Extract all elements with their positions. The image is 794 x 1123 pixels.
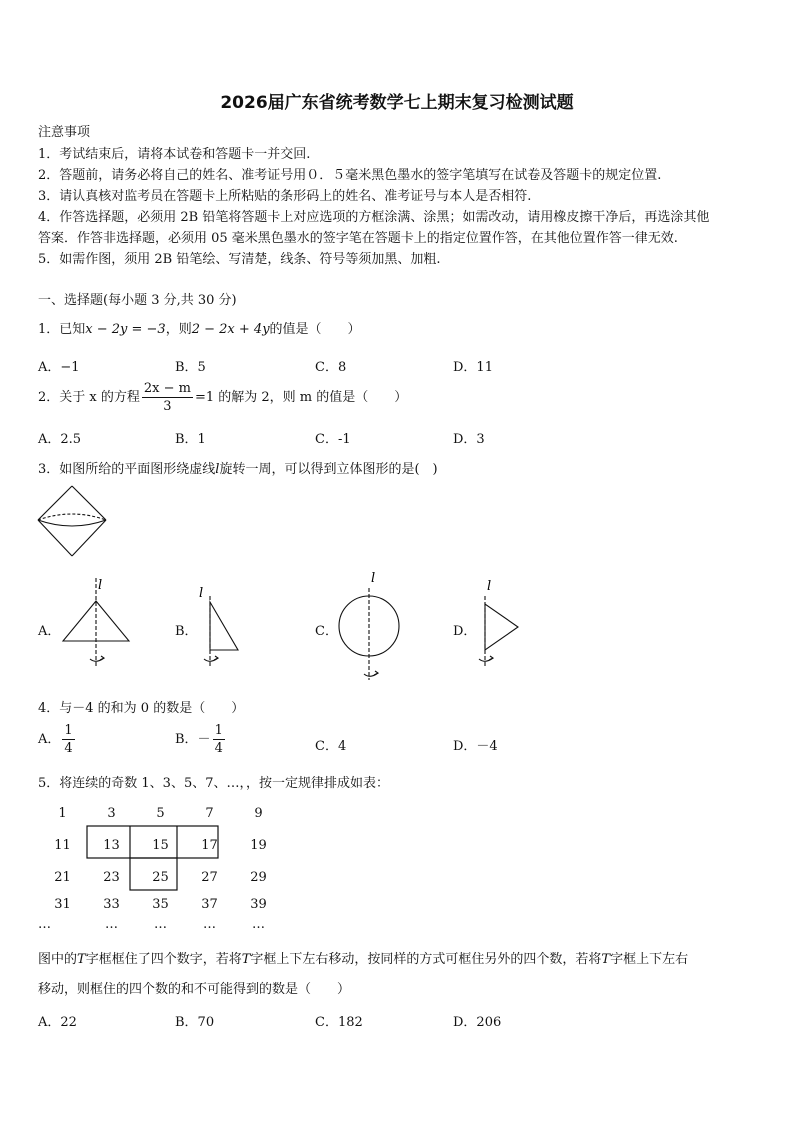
option-a-axis-label: l bbox=[98, 578, 103, 593]
q3-suffix: 旋转一周，可以得到立体图形的是( ) bbox=[219, 462, 438, 477]
q4-option-b[interactable] bbox=[175, 722, 227, 757]
table-cell: 3 bbox=[107, 805, 116, 821]
q5-desc-part-a: 图中的 bbox=[38, 952, 78, 967]
q1-option-c[interactable]: C．8 bbox=[315, 360, 347, 375]
q2-option-c[interactable]: C．-1 bbox=[315, 432, 351, 447]
q1-option-d[interactable]: D．11 bbox=[453, 360, 493, 375]
section-heading: 一、选择题(每小题 3 分,共 30 分) bbox=[38, 293, 237, 308]
notice-item-3: 3．请认真核对监考员在答题卡上所粘贴的条形码上的姓名、准考证号与本人是否相符. bbox=[38, 189, 532, 204]
q4-option-a-denominator: 4 bbox=[64, 741, 73, 756]
q4-option-b-fraction bbox=[213, 722, 225, 757]
table-cell: 11 bbox=[54, 837, 71, 853]
option-c-figure bbox=[339, 588, 399, 680]
q1-option-a[interactable]: A．−1 bbox=[38, 360, 80, 375]
table-cell: 31 bbox=[54, 896, 71, 912]
q5-desc-part-d: 字框上下左右 bbox=[610, 952, 689, 967]
notice-item-1: 1．考试结束后，请将本试卷和答题卡一并交回. bbox=[38, 147, 311, 162]
option-b-axis-label: l bbox=[199, 586, 204, 601]
table-cell: 1 bbox=[58, 805, 67, 821]
q4-option-c[interactable]: C．4 bbox=[315, 739, 347, 754]
table-cell: 19 bbox=[250, 837, 267, 853]
q2-prefix: 2．关于 x 的方程 bbox=[38, 390, 140, 405]
q1-prefix: 1．已知 bbox=[38, 322, 86, 337]
table-cell: … bbox=[203, 916, 216, 932]
notice-item-4-cont: 答案．作答非选择题，必须用 05 毫米黑色墨水的签字笔在答题卡上的指定位置作答，在其他位置作答一律无效. bbox=[38, 231, 678, 246]
q5-description-line-1 bbox=[38, 948, 688, 967]
q5-desc-t-2: T bbox=[241, 952, 251, 967]
q4-option-a-label: A． bbox=[38, 732, 61, 747]
table-row bbox=[38, 915, 283, 933]
option-d-figure bbox=[479, 596, 518, 666]
table-cell: 37 bbox=[201, 896, 218, 912]
q4-option-a[interactable] bbox=[38, 722, 77, 757]
table-cell: 33 bbox=[103, 896, 120, 912]
q5-description-line-2: 移动，则框住的四个数的和不可能得到的数是（ ） bbox=[38, 982, 351, 997]
q5-desc-part-b: 字框框住了四个数字，若将 bbox=[85, 952, 242, 967]
table-row bbox=[38, 861, 283, 893]
table-row bbox=[38, 829, 283, 861]
question-5: 5．将连续的奇数 1、3、5、7、…，，按一定规律排成如表： bbox=[38, 776, 389, 791]
notice-item-5: 5．如需作图，须用 2B 铅笔绘、写清楚，线条、符号等须加黑、加粗. bbox=[38, 252, 441, 267]
question-4: 4．与－4 的和为 0 的数是（ ） bbox=[38, 701, 245, 716]
q4-option-b-denominator: 4 bbox=[214, 741, 223, 756]
q2-denominator: 3 bbox=[163, 399, 172, 414]
q4-option-b-label: B．－ bbox=[175, 732, 211, 747]
notice-heading: 注意事项 bbox=[38, 125, 91, 140]
q5-option-a[interactable]: A．22 bbox=[38, 1015, 77, 1030]
page-title: 2026届广东省统考数学七上期末复习检测试题 bbox=[220, 93, 574, 113]
table-cell: 27 bbox=[201, 869, 218, 885]
q1-condition: x − 2y = −3 bbox=[85, 322, 166, 337]
q1-suffix: 的值是（ ） bbox=[269, 322, 361, 337]
q5-option-b[interactable]: B．70 bbox=[175, 1015, 215, 1030]
double-cone-figure bbox=[38, 486, 106, 556]
option-c-axis-label: l bbox=[371, 571, 376, 586]
q3-option-d[interactable]: D． bbox=[453, 624, 477, 639]
table-cell: 29 bbox=[250, 869, 267, 885]
q4-option-d[interactable]: D．－4 bbox=[453, 739, 498, 754]
table-row bbox=[38, 893, 283, 915]
table-cell: 17 bbox=[201, 837, 218, 853]
q3-prefix: 3．如图所给的平面图形绕虚线 bbox=[38, 462, 216, 477]
q4-option-a-fraction bbox=[62, 722, 74, 757]
odd-number-table bbox=[38, 797, 283, 933]
q5-desc-part-c: 字框上下左右移动，按同样的方式可框住另外的四个数，若将 bbox=[250, 952, 602, 967]
q1-expression: 2 − 2x + 4y bbox=[191, 322, 270, 337]
table-cell: … bbox=[105, 916, 118, 932]
table-cell: 39 bbox=[250, 896, 267, 912]
q1-mid: ，则 bbox=[165, 322, 192, 337]
q2-option-d[interactable]: D．3 bbox=[453, 432, 485, 447]
option-d-axis-label: l bbox=[487, 579, 492, 594]
q4-option-b-numerator: 1 bbox=[214, 723, 223, 738]
table-cell: … bbox=[252, 916, 265, 932]
table-cell: 5 bbox=[156, 805, 165, 821]
q5-option-c[interactable]: C．182 bbox=[315, 1015, 363, 1030]
q3-option-a[interactable]: A． bbox=[38, 624, 61, 639]
q3-variable: l bbox=[215, 462, 220, 477]
table-cell: … bbox=[154, 916, 167, 932]
q3-option-b[interactable]: B． bbox=[175, 624, 198, 639]
notice-item-2: 2．答题前，请务必将自己的姓名、准考证号用０．５毫米黑色墨水的签字笔填写在试卷及答题卡的规定位置. bbox=[38, 168, 662, 183]
table-cell: 7 bbox=[205, 805, 214, 821]
q2-numerator: 2x − m bbox=[143, 381, 191, 396]
q5-desc-t-3: T bbox=[601, 952, 611, 967]
table-cell: 15 bbox=[152, 837, 169, 853]
table-cell: 21 bbox=[54, 869, 71, 885]
table-cell: 9 bbox=[254, 805, 263, 821]
option-b-figure bbox=[204, 596, 238, 666]
q3-option-c[interactable]: C． bbox=[315, 624, 338, 639]
table-cell: … bbox=[38, 916, 51, 932]
notice-item-4: 4．作答选择题，必须用 2B 铅笔将答题卡上对应选项的方框涂满、涂黑；如需改动，请用橡皮擦干净后，再选涂其他 bbox=[38, 210, 710, 225]
table-cell: 25 bbox=[152, 869, 169, 885]
q2-suffix: =1 的解为 2，则 m 的值是（ ） bbox=[194, 390, 408, 405]
q5-desc-t-1: T bbox=[77, 952, 86, 967]
q2-option-b[interactable]: B．1 bbox=[175, 432, 206, 447]
q4-option-a-numerator: 1 bbox=[64, 723, 73, 738]
table-cell: 35 bbox=[152, 896, 169, 912]
table-cell: 23 bbox=[103, 869, 120, 885]
table-row bbox=[38, 797, 283, 829]
option-a-figure bbox=[63, 578, 129, 666]
table-cell: 13 bbox=[103, 837, 120, 853]
q5-option-d[interactable]: D．206 bbox=[453, 1015, 502, 1030]
q1-option-b[interactable]: B．5 bbox=[175, 360, 206, 375]
q2-option-a[interactable]: A．2.5 bbox=[38, 432, 82, 447]
